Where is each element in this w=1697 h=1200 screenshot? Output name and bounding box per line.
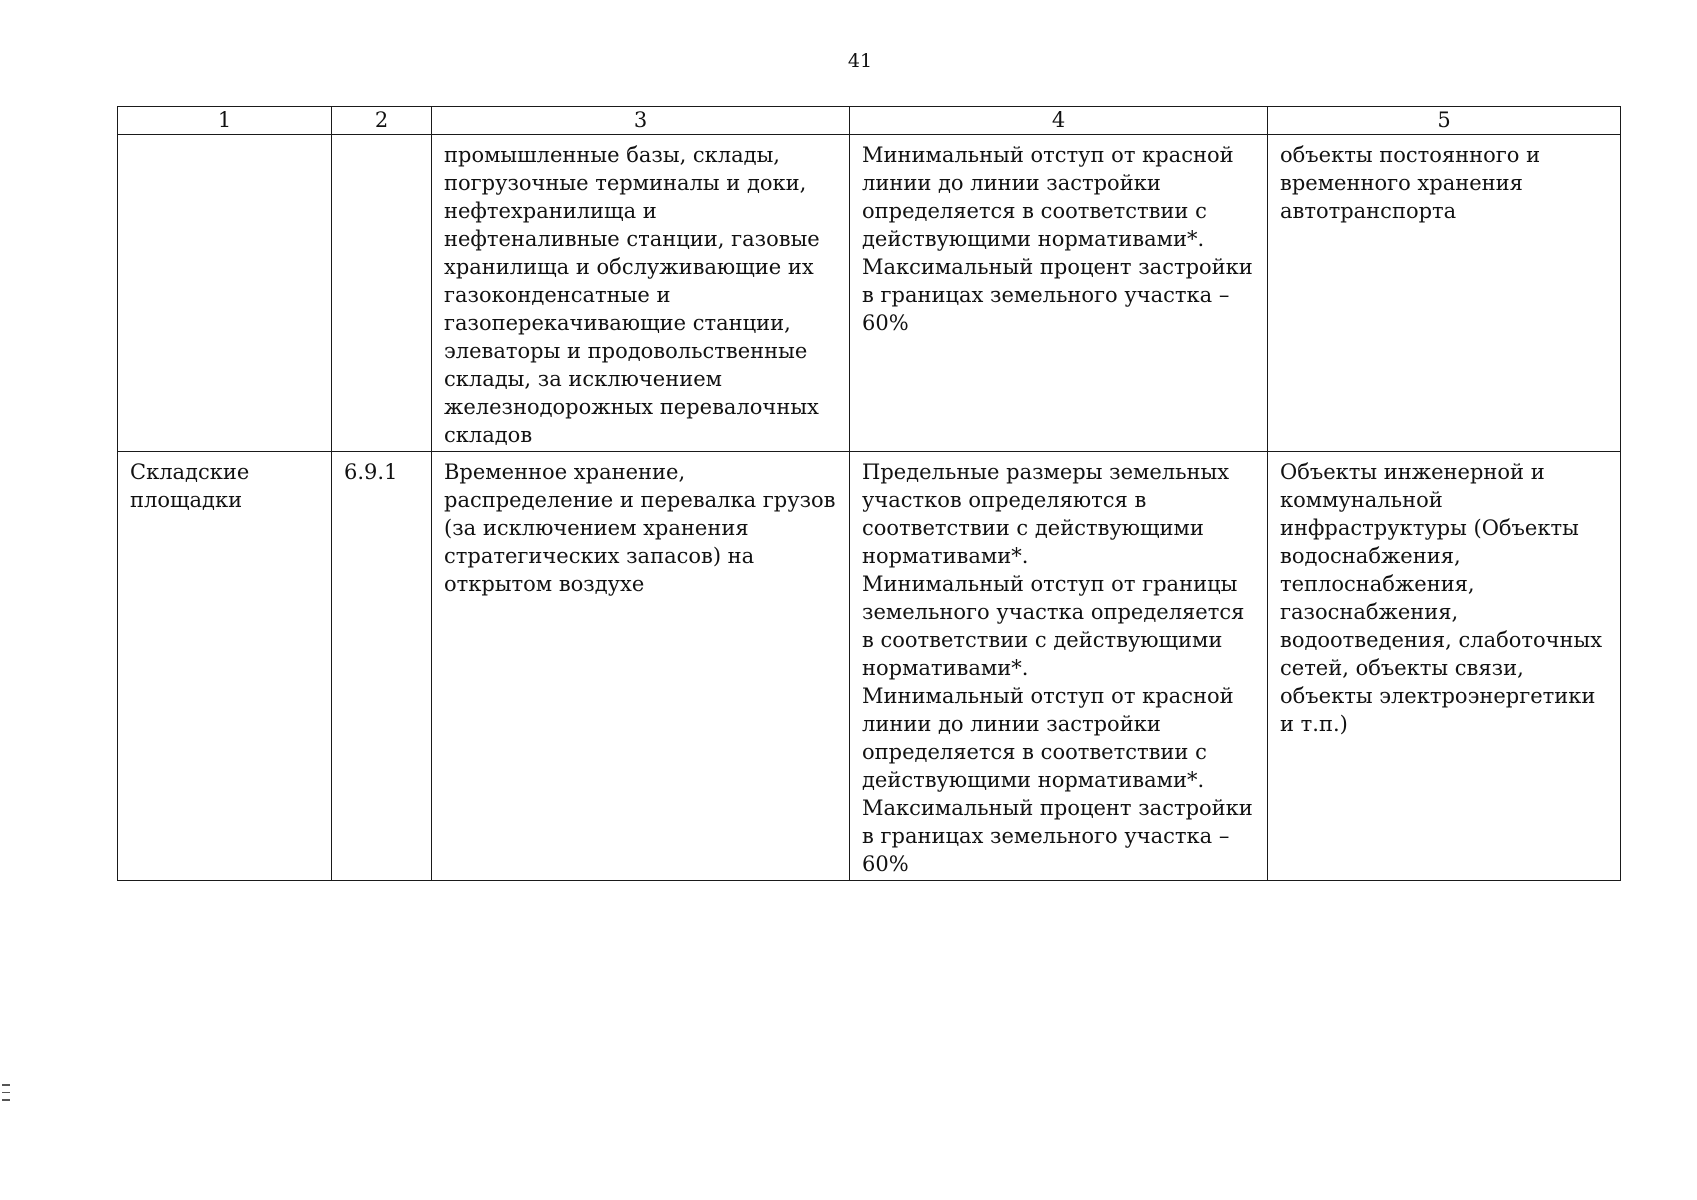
cell-text: Предельные размеры земельных участков определяются в соответствии с действующими нормативами*. Минимальный отступ от границы земельного участка определяется в соответствии с действующими нормативами*. Минимальный отступ от красной линии до линии застройки определяется в соответствии с действующими нормативами*. Максимальный процент застройки в границах земельного участка – 60% — [862, 460, 1253, 876]
cell-description — [432, 135, 850, 452]
cell-text: Объекты инженерной и коммунальной инфраструктуры (Объекты водоснабжения, теплоснабжения, газоснабжения, водоотведения, слаботочных сетей, объекты связи, объекты электроэнергетики и т.п.) — [1280, 460, 1603, 736]
cell-text: 6.9.1 — [344, 460, 398, 484]
header-col-5: 5 — [1268, 107, 1621, 135]
cell-text: Складские площадки — [130, 460, 250, 512]
cell-code — [332, 135, 432, 452]
zoning-table — [117, 106, 1621, 881]
header-col-1: 1 — [118, 107, 332, 135]
cell-description — [432, 452, 850, 881]
cell-parameters — [850, 452, 1268, 881]
cell-use-name — [118, 135, 332, 452]
table-row — [118, 452, 1621, 881]
cell-auxiliary-uses — [1268, 135, 1621, 452]
cell-text: Минимальный отступ от красной линии до линии застройки определяется в соответствии с действующими нормативами*. Максимальный процент застройки в границах земельного участка – 60% — [862, 143, 1253, 335]
binding-mark — [2, 1099, 10, 1101]
cell-text: промышленные базы, склады, погрузочные терминалы и доки, нефтехранилища и нефтеналивные станции, газовые хранилища и обслуживающие их газоконденсатные и газоперекачивающие станции, элеваторы и продовольственные склады, за исключением железнодорожных перевалочных складов — [444, 143, 820, 447]
cell-use-name — [118, 452, 332, 881]
binding-mark — [2, 1092, 10, 1094]
cell-text: объекты постоянного и временного хранения автотранспорта — [1280, 143, 1541, 223]
header-col-3: 3 — [432, 107, 850, 135]
header-col-4: 4 — [850, 107, 1268, 135]
cell-parameters — [850, 135, 1268, 452]
binding-marks — [2, 1084, 10, 1107]
table-header-row — [118, 107, 1621, 135]
table-row — [118, 135, 1621, 452]
cell-text: Временное хранение, распределение и перевалка грузов (за исключением хранения стратегических запасов) на открытом воздухе — [444, 460, 836, 596]
page-number: 41 — [847, 50, 873, 72]
cell-auxiliary-uses — [1268, 452, 1621, 881]
header-col-2: 2 — [332, 107, 432, 135]
binding-mark — [2, 1084, 10, 1086]
cell-code — [332, 452, 432, 881]
